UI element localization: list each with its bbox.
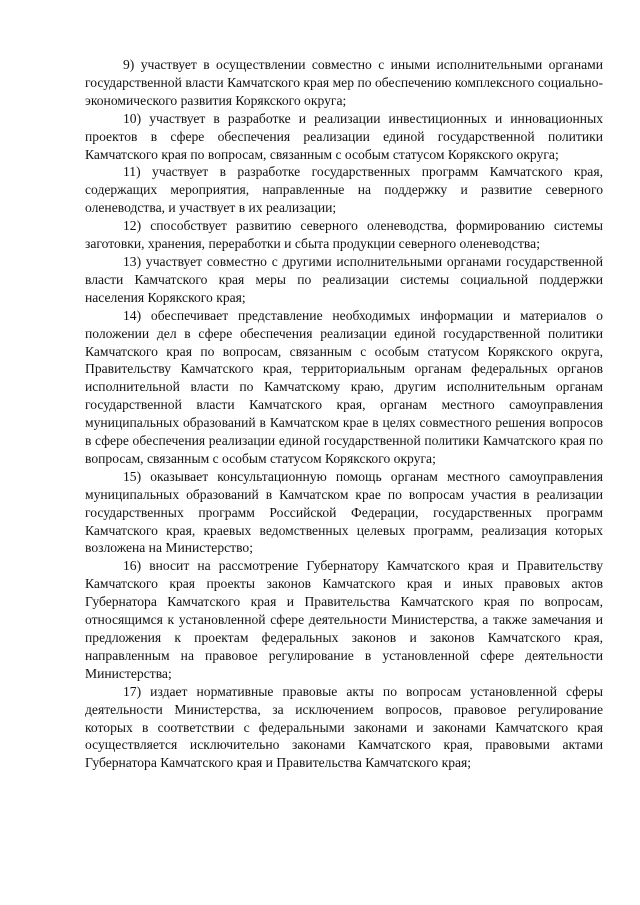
list-item-10 [85, 110, 603, 164]
list-item-11 [85, 163, 603, 217]
item-number: 12) [123, 218, 142, 234]
item-text: участвует в разработке государственных программ Камчатского края, содержащих мероприятия, направленные на поддержку и развитие северного оленеводства, и участвует в их реализации; [85, 164, 603, 216]
list-item-14 [85, 307, 603, 468]
item-text: участвует в осуществлении совместно с иными исполнительными органами государственной власти Камчатского края мер по обеспечению комплексного социально-экономического развития Корякского округа; [85, 57, 604, 108]
list-item-17 [85, 683, 603, 773]
list-item-13 [85, 253, 603, 307]
list-item-16 [85, 557, 603, 682]
item-number: 9) [123, 57, 135, 72]
item-number: 11) [123, 164, 141, 180]
document-page [85, 56, 603, 772]
item-number: 14) [123, 307, 142, 323]
list-item-9 [85, 56, 603, 110]
item-number: 16) [123, 558, 142, 574]
item-text: оказывает консультационную помощь органам местного самоуправления муниципальных образований в Камчатском крае по вопросам участия в реализации государственных программ Российской Федерации, государственных программ Камчатского края, краевых ведомственных целевых программ, реализация которых возложена на Министерство; [85, 468, 603, 556]
item-number: 10) [123, 110, 142, 126]
item-text: участвует в разработке и реализации инвестиционных и инновационных проектов в сфере обеспечения реализации единой государственной политики Камчатского края по вопросам, связанным с особым статусом Корякского округа; [85, 110, 603, 162]
item-number: 15) [123, 468, 142, 484]
list-item-15 [85, 468, 603, 558]
list-item-12 [85, 217, 603, 253]
item-text: участвует совместно с другими исполнительными органами государственной власти Камчатского края меры по реализации системы социальной поддержки населения Корякского края; [85, 253, 603, 305]
item-number: 17) [123, 683, 142, 699]
item-text: издает нормативные правовые акты по вопросам установленной сферы деятельности Министерства, за исключением вопросов, правовое регулирование которых в соответствии с федеральными законами и законами Камчатского края осуществляется исключительно законами Камчатского края, правовыми актами Губернатора Камчатского края и Правительства Камчатского края; [85, 683, 603, 771]
item-text: способствует развитию северного оленеводства, формированию системы заготовки, хранения, переработки и сбыта продукции северного оленеводства; [85, 218, 603, 252]
item-number: 13) [123, 253, 142, 269]
item-text: вносит на рассмотрение Губернатору Камчатского края и Правительству Камчатского края проекты законов Камчатского края и иных правовых актов Губернатора Камчатского края и Правительства Камчатского края по вопросам, относящимся к установленной сфере деятельности Министерства, а также замечания и предложения к проектам федеральных законов и законов Камчатского края, направленным на правовое регулирование в установленной сфере деятельности Министерства; [85, 558, 603, 681]
item-text: обеспечивает представление необходимых информации и материалов о положении дел в сфере обеспечения реализации единой государственной политики Камчатского края по вопросам, связанным с особым статусом Корякского округа, Правительству Камчатского края, территориальным органам федеральных органов исполнительной власти по Камчатскому краю, другим исполнительным органам государственной власти Камчатского края, органам местного самоуправления муниципальных образований в Камчатском крае в целях совместного решения вопросов в сфере обеспечения реализации единой государственной политики Камчатского края по вопросам, связанным с особым статусом Корякского округа; [85, 307, 603, 466]
